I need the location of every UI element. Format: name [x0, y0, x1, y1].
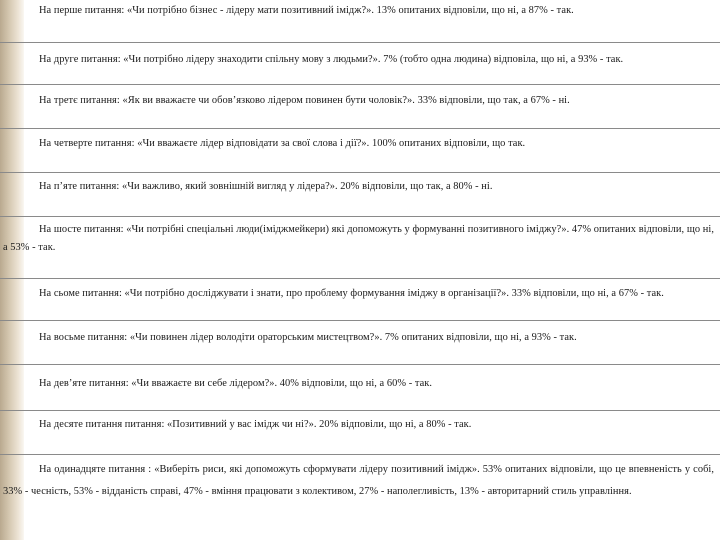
table-row — [0, 454, 720, 540]
paragraph: На перше питання: «Чи потрібно бізнес - лідеру мати позитивний імідж?». 13% опитаних відповіли, що ні, а 87% - так. — [39, 5, 574, 16]
paragraph: На шосте питання: «Чи потрібні спеціальні люди(іміджмейкери) які допоможуть у формуванні позитивного іміджу?». 47% опитаних відповіли, що ні, а 53% - так. — [3, 224, 714, 253]
paragraph: На четверте питання: «Чи вважаєте лідер відповідати за свої слова і дії?». 100% опитаних відповіли, що так. — [39, 138, 526, 149]
paragraph: На десяте питання питання: «Позитивний у вас імідж чи ні?». 20% відповіли, що ні, а 80% - так. — [39, 419, 472, 430]
paragraph: На друге питання: «Чи потрібно лідеру знаходити спільну мову з людьми?». 7% (тобто одна людина) відповіла, що ні, а 93% - так. — [39, 54, 624, 65]
paragraph: На п’яте питання: «Чи важливо, який зовнішній вигляд у лідера?». 20% відповіли, що так, а 80% - ні. — [39, 181, 493, 192]
paragraph: На дев’яте питання: «Чи вважаєте ви себе лідером?». 40% відповіли, що ні, а 60% - так. — [39, 378, 432, 389]
table-row — [0, 84, 720, 128]
table-row — [0, 128, 720, 172]
table-row — [0, 320, 720, 364]
table-row — [0, 278, 720, 320]
table-row — [0, 42, 720, 84]
table-row — [0, 216, 720, 278]
table-row — [0, 172, 720, 216]
table-row — [0, 410, 720, 454]
paragraph: На одинадцяте питання : «Виберіть риси, які допоможуть сформувати лідеру позитивний імідж». 53% опитаних відповіли, що це впевненість у собі, 33% - чесність, 53% - відданість справі, 47% - вміння працювати з колективом, 27% - наполегливість, 13% - авторитарний стиль управління. — [3, 464, 714, 497]
table-row — [0, 364, 720, 410]
paragraph: На третє питання: «Як ви вважаєте чи обов’язково лідером повинен бути чоловік?». 33% відповіли, що так, а 67% - ні. — [39, 95, 570, 106]
paragraph: На сьоме питання: «Чи потрібно досліджувати і знати, про проблему формування іміджу в організації?». 33% відповіли, що ні, а 67% - так. — [39, 288, 664, 299]
table-row — [0, 0, 720, 42]
paragraph: На восьме питання: «Чи повинен лідер володіти ораторським мистецтвом?». 7% опитаних відповіли, що ні, а 93% - так. — [39, 332, 577, 343]
